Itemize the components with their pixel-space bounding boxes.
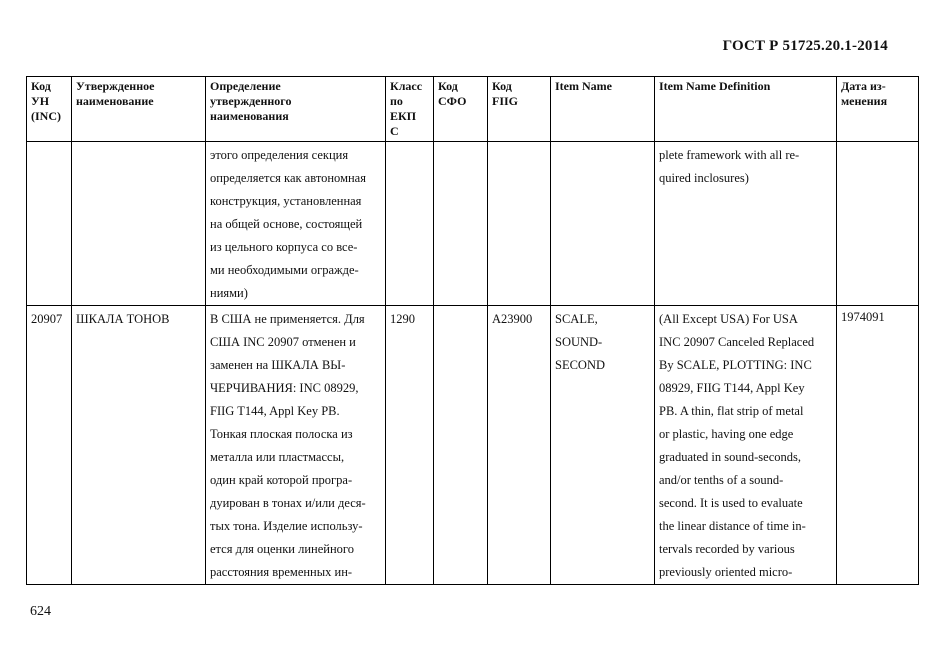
cell-text-line: SOUND- [555,335,603,349]
cell-text-line: заменен на ШКАЛА ВЫ- [210,358,346,372]
definition-ru-cell [206,142,386,306]
cell-text-line: из цельного корпуса со все- [210,240,358,254]
inc-code-cell [27,306,72,585]
column-header-line: УН [31,94,50,108]
cell-text: A23900 [492,312,533,326]
cell-text-line: один край которой програ- [210,473,353,487]
header-row [27,77,919,142]
table-body [27,142,919,585]
change-date-cell [837,142,919,306]
cell-text: 1974091 [841,310,885,324]
fiig-code-cell [488,306,551,585]
column-header [72,77,206,142]
table-header [27,77,919,142]
cell-text-line: ми необходимыми огражде- [210,263,359,277]
cell-text-line: металла или пластмассы, [210,450,345,464]
column-header [655,77,837,142]
cell-text-line: расстояния временных ин- [210,565,353,579]
cell-text-line: PB. A thin, flat strip of metal [659,404,804,418]
cell-text-line: FIIG T144, Appl Key PB. [210,404,340,418]
cell-text: ШКАЛА ТОНОВ [76,312,170,326]
class-cell [386,142,434,306]
cell-text-line: конструкция, установленная [210,194,362,208]
column-header [488,77,551,142]
fiig-code-cell [488,142,551,306]
cell-text-line: and/or tenths of a sound- [659,473,784,487]
column-header-line: Код [31,79,51,93]
cell-text-line: ется для оценки линейного [210,542,354,556]
cell-text: 20907 [31,312,63,326]
cell-text-line: SCALE, [555,312,598,326]
cell-text-line: the linear distance of time in- [659,519,806,533]
cell-text-line: INC 20907 Canceled Replaced [659,335,815,349]
item-name-definition-cell [655,306,837,585]
column-header [27,77,72,142]
table-row [27,142,919,306]
column-header-line: (INC) [31,109,61,123]
cell-text-line: tervals recorded by various [659,542,795,556]
column-header [837,77,919,142]
column-header-line: ЕКП [390,109,417,123]
item-name-cell [551,142,655,306]
cell-text-line: тых тона. Изделие использу- [210,519,363,533]
item-name-cell [551,306,655,585]
column-header [551,77,655,142]
cell-text-line: By SCALE, PLOTTING: INC [659,358,812,372]
cell-text-line: second. It is used to evaluate [659,496,803,510]
column-header-line: Код [438,79,458,93]
column-header-line: Класс [390,79,423,93]
column-header-line: по [390,94,403,108]
page-number: 624 [30,604,51,619]
cell-text-line: 08929, FIIG T144, Appl Key [659,381,805,395]
cell-text-line: plete framework with all re- [659,148,800,162]
table-row [27,306,919,585]
class-cell [386,306,434,585]
catalog-table [26,76,919,585]
cell-text-line: graduated in sound-seconds, [659,450,801,464]
sfo-code-cell [434,142,488,306]
column-header-line: СФО [438,94,467,108]
column-header-line: Определение [210,79,281,93]
column-header-line: Item Name [555,79,612,93]
column-header-line: С [390,124,399,138]
item-name-definition-cell [655,142,837,306]
change-date-cell [837,306,919,585]
approved-name-cell [72,142,206,306]
column-header-line: менения [841,94,888,108]
cell-text-line: or plastic, having one edge [659,427,794,441]
definition-ru-cell [206,306,386,585]
cell-text-line: quired inclosures) [659,171,749,185]
cell-text-line: В США не применяется. Для [210,312,365,326]
cell-text-line: дуирован в тонах и/или деся- [210,496,366,510]
column-header-line: Код [492,79,512,93]
column-header [386,77,434,142]
approved-name-cell [72,306,206,585]
column-header-line: утвержденного [210,94,292,108]
column-header [206,77,386,142]
column-header [434,77,488,142]
column-header-line: Item Name Definition [659,79,771,93]
inc-code-cell [27,142,72,306]
column-header-line: Утвержденное [76,79,155,93]
column-header-line: FIIG [492,94,519,108]
cell-text-line: определяется как автономная [210,171,366,185]
column-header-line: наименование [76,94,154,108]
column-header-line: Дата из- [841,79,886,93]
cell-text-line: этого определения секция [210,148,349,162]
document-standard-id: ГОСТ Р 51725.20.1-2014 [722,38,888,54]
cell-text-line: previously oriented micro- [659,565,793,579]
cell-text-line: (All Except USA) For USA [659,312,798,326]
column-header-line: наименования [210,109,289,123]
sfo-code-cell [434,306,488,585]
cell-text-line: США INC 20907 отменен и [210,335,356,349]
cell-text-line: на общей основе, состоящей [210,217,363,231]
cell-text-line: Тонкая плоская полоска из [210,427,353,441]
cell-text: 1290 [390,312,415,326]
cell-text-line: ЧЕРЧИВАНИЯ: INC 08929, [210,381,359,395]
cell-text-line: SECOND [555,358,606,372]
cell-text-line: ниями) [210,286,248,300]
